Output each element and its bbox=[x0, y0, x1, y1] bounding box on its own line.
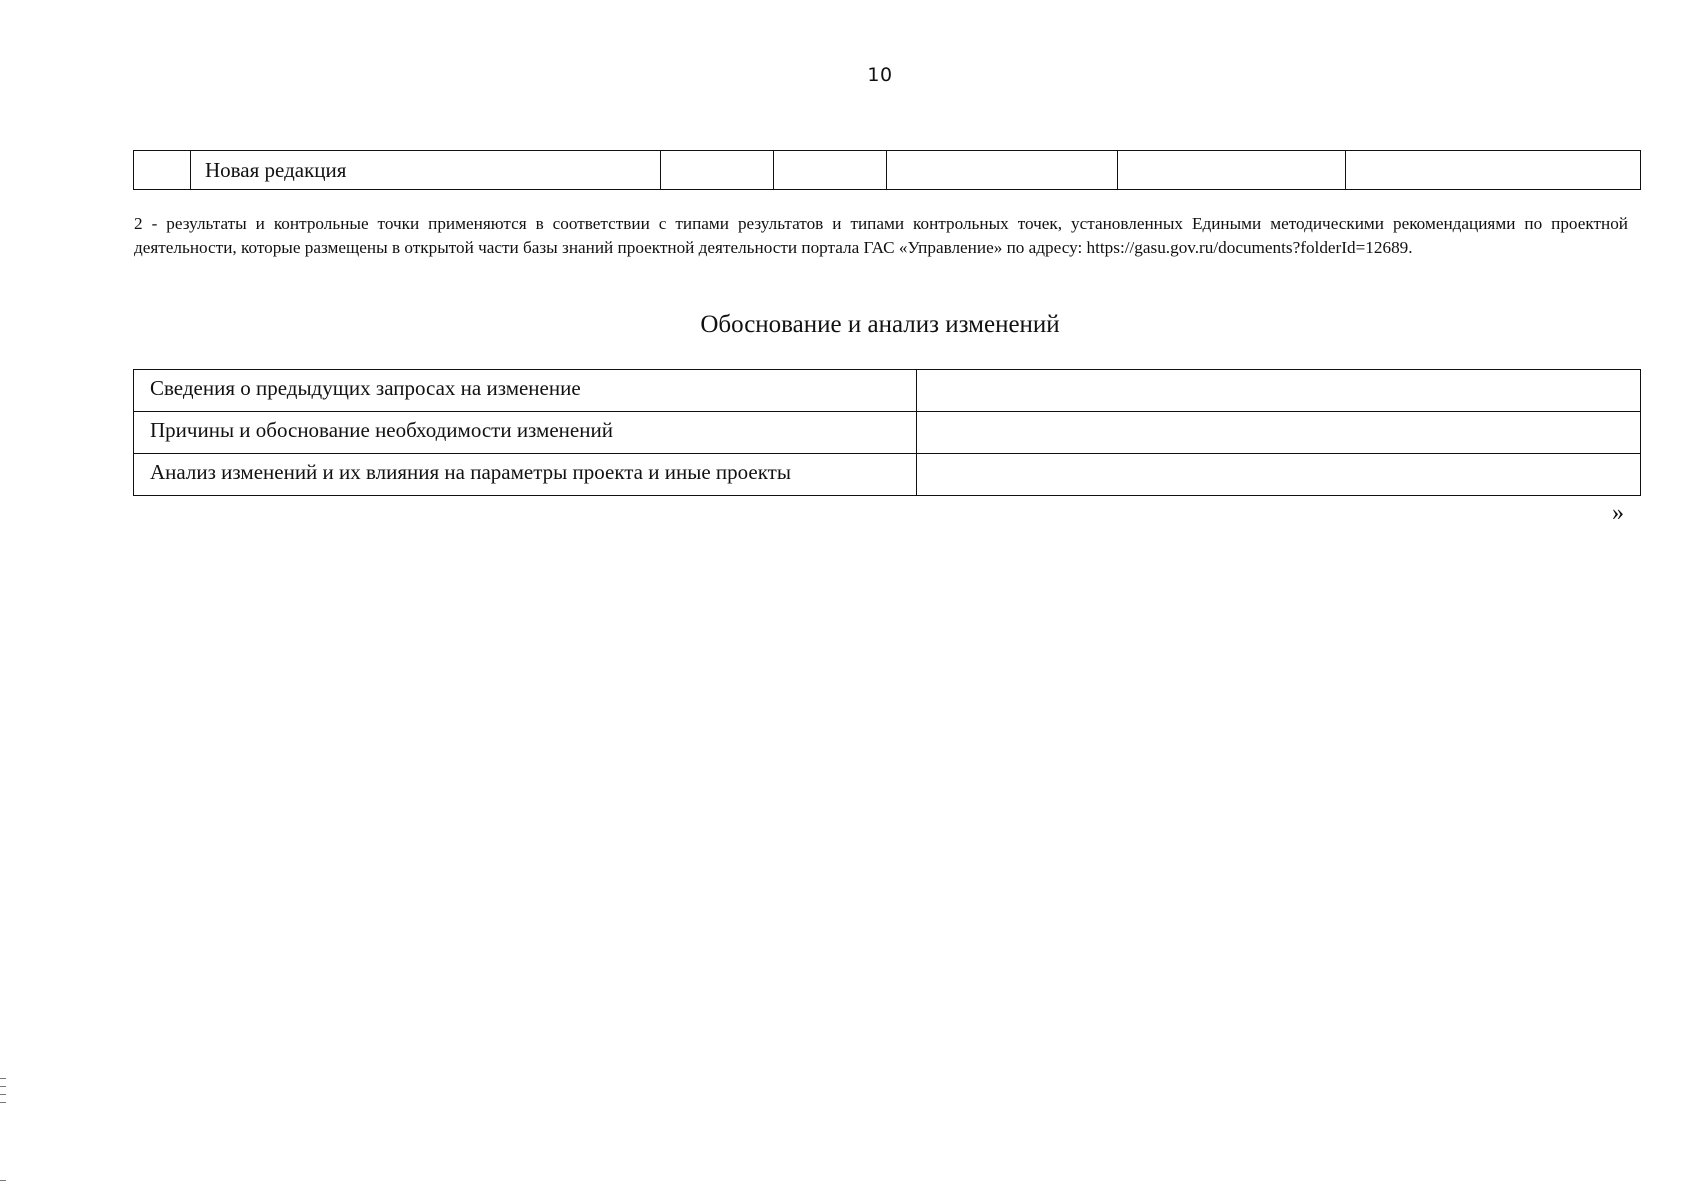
row-label-reasons: Причины и обоснование необходимости изменений bbox=[134, 412, 917, 454]
section-title: Обоснование и анализ изменений bbox=[700, 311, 1060, 338]
table-row bbox=[134, 454, 1641, 496]
footnote: 2 - результаты и контрольные точки применяются в соответствии с типами результатов и типами контрольных точек, установленных Едиными методическими рекомендациями по проектной деятельности, которые размещены в открытой части базы знаний проектной деятельности портала ГАС «Управление» по адресу: https://gasu.gov.ru/documents?folderId=12689. bbox=[134, 214, 1628, 257]
row-label-impact-analysis: Анализ изменений и их влияния на параметры проекта и иные проекты bbox=[134, 454, 917, 496]
scan-edge-mark bbox=[0, 1086, 6, 1087]
scan-edge-mark bbox=[0, 1078, 6, 1079]
row-value-impact-analysis bbox=[917, 454, 1641, 496]
table-cell-empty bbox=[1346, 151, 1641, 190]
table-cell-empty bbox=[774, 151, 887, 190]
scan-edge-mark bbox=[0, 1180, 6, 1181]
results-table-continuation bbox=[133, 150, 1641, 190]
row-value-previous-requests bbox=[917, 370, 1641, 412]
table-row bbox=[134, 151, 1641, 190]
row-value-reasons bbox=[917, 412, 1641, 454]
table-row bbox=[134, 370, 1641, 412]
table-cell-empty bbox=[661, 151, 774, 190]
table-cell-index bbox=[134, 151, 191, 190]
analysis-table bbox=[133, 369, 1641, 496]
scan-edge-mark bbox=[0, 1102, 6, 1103]
table-cell-empty bbox=[887, 151, 1118, 190]
row-label-previous-requests: Сведения о предыдущих запросах на изменение bbox=[134, 370, 917, 412]
closing-quote-mark: » bbox=[1612, 500, 1624, 526]
page-number: 10 bbox=[867, 64, 893, 86]
table-cell-empty bbox=[1118, 151, 1346, 190]
scan-edge-mark bbox=[0, 1094, 6, 1095]
table-cell-new-edition: Новая редакция bbox=[191, 151, 661, 190]
table-row bbox=[134, 412, 1641, 454]
